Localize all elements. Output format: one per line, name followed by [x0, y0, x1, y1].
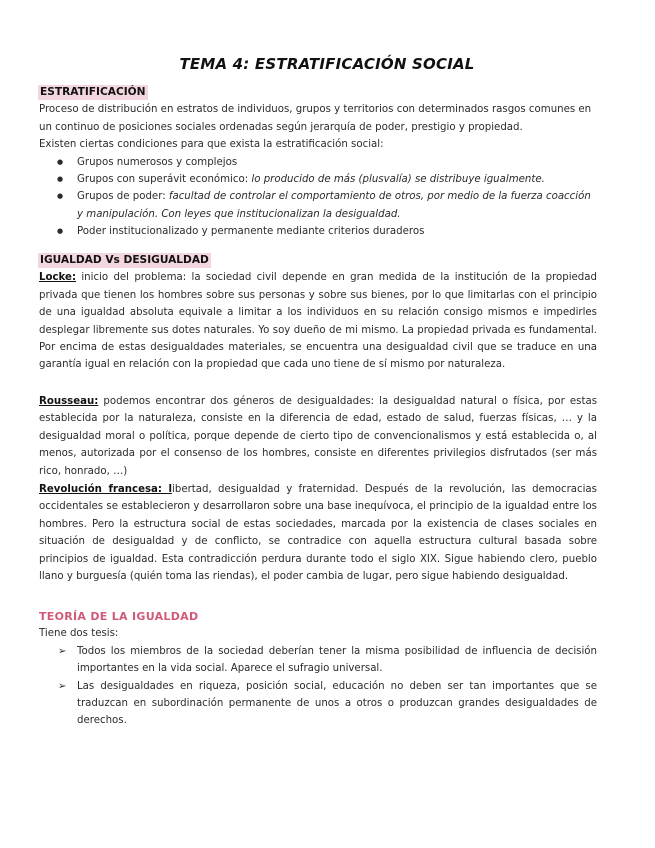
- teoria-list: [39, 643, 597, 730]
- section-heading-teoria: TEORÍA DE LA IGUALDAD: [39, 610, 199, 623]
- rousseau-section: [39, 393, 597, 480]
- rousseau-paragraph: Rousseau: podemos encontrar dos géneros de desigualdades: la desigualdad natural o física, por estas establecida por la naturaleza, consiste en la diferencia de edad, estado de salud, fuerzas físicas, … y la desigualdad moral o política, porque depende de cierto tipo de convencionalismos y está establecida o, al menos, autorizada por el consenso de los hombres, consiste en diferentes privilegios disfrutados (ser más rico, honrado, …): [39, 396, 597, 477]
- estratificacion-conditions-intro: Existen ciertas condiciones para que exista la estratificación social:: [39, 139, 384, 151]
- revolucion-section: [39, 481, 597, 585]
- list-item: ● Grupos numerosos y complejos: [39, 154, 597, 171]
- section-heading-igualdad: IGUALDAD Vs DESIGUALDAD: [40, 254, 209, 266]
- section-teoria: [39, 608, 597, 730]
- teoria-intro: Tiene dos tesis:: [39, 628, 119, 640]
- list-item: ➢ Todos los miembros de la sociedad deberían tener la misma posibilidad de influencia de decisión importantes en la vida social. Aparece el sufragio universal.: [39, 643, 597, 678]
- conditions-list: [39, 154, 597, 241]
- list-item: ● Grupos con superávit económico: lo producido de más (plusvalía) se distribuye igualmente.: [39, 171, 597, 188]
- revolucion-paragraph: Revolución francesa: libertad, desigualdad y fraternidad. Después de la revolución, las democracias occidentales se establecieron y desarrollaron sobre una base inequívoca, el principio de la igualdad entre los hombres. Pero la estructura social de estas sociedades, marcada por la existencia de clases sociales en situación de desigualdad y de conflicto, se contradice con aquella estructura cultural basada sobre principios de igualdad. Esta contradicción perdura durante todo el siglo XIX. Sigue habiendo clero, pueblo llano y burguesía (quién toma las riendas), el poder cambia de lugar, pero sigue habiendo desigualdad.: [39, 484, 597, 583]
- locke-paragraph: Locke: inicio del problema: la sociedad civil depende en gran medida de la institución de la propiedad privada que tienen los hombres sobre sus personas y sobre sus bienes, por lo que limitarlas con el principio de una igualdad absoluta equivale a limitar a los individuos en su relación consigo mismos e impedirles desplegar libremente sus dotes naturales. Yo soy dueño de mi mismo. La propiedad privada es fundamental. Por encima de estas desigualdades materiales, se encuentra una desigualdad civil que se traduce en una garantía igual en relación con la propiedad que cada uno tiene de sí mismo por naturaleza.: [39, 272, 597, 371]
- list-item: ● Grupos de poder: facultad de controlar el comportamiento de otros, por medio de la fuerza coacción y manipulación. Con leyes que institucionalizan la desigualdad.: [39, 188, 597, 223]
- list-item: ➢ Las desigualdades en riqueza, posición social, educación no deben ser tan importantes que se traduzcan en subordinación permanente de unos a otros o produzcan grandes desigualdades de derechos.: [39, 678, 597, 730]
- list-item: ● Poder institucionalizado y permanente mediante criterios duraderos: [39, 223, 597, 240]
- section-estratificacion: [39, 84, 597, 241]
- page-title: TEMA 4: ESTRATIFICACIÓN SOCIAL: [179, 55, 475, 73]
- section-igualdad: [39, 252, 597, 374]
- estratificacion-intro: Proceso de distribución en estratos de individuos, grupos y territorios con determinados rasgos comunes en un continuo de posiciones sociales ordenadas según jerarquía de poder, prestigio y propiedad.: [39, 104, 592, 133]
- section-heading-estratificacion: ESTRATIFICACIÓN: [40, 86, 146, 98]
